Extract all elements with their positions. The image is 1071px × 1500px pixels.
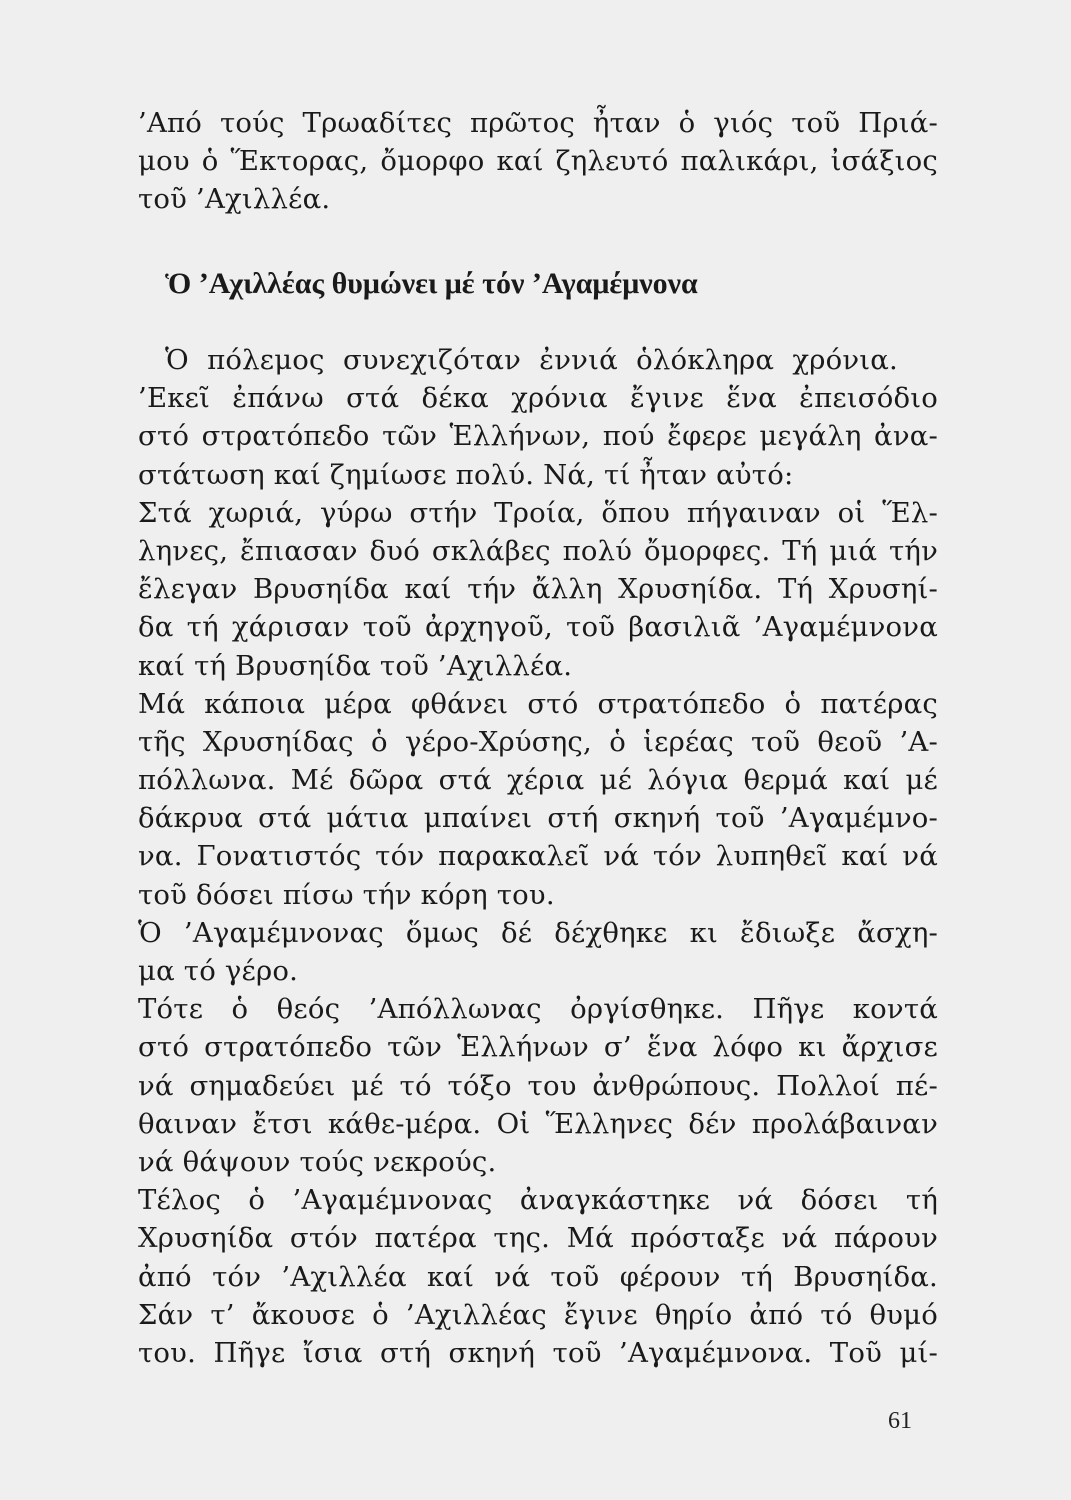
text-line: Ὁ ’Αγαμέμνονας ὅμως δέ δέχθηκε κι ἔδιωξε ἄσχη- xyxy=(138,916,938,949)
text-line: μα τό γέρο. xyxy=(138,955,299,987)
text-line: στό στρατόπεδο τῶν Ἑλλήνων σ’ ἕνα λόφο κι ἄρχισε xyxy=(138,1031,938,1064)
intro-paragraph xyxy=(138,104,938,219)
text-line: ’Εκεῖ ἐπάνω στά δέκα χρόνια ἔγινε ἕνα ἐπεισόδιο xyxy=(138,382,938,415)
text-line: του. Πῆγε ἴσια στή σκηνή τοῦ ’Αγαμέμνονα. Τοῦ μί- xyxy=(138,1336,938,1369)
text-line: ἔλεγαν Βρυσηίδα καί τήν ἄλλη Χρυσηίδα. Τή Χρυσηί- xyxy=(138,573,938,606)
text-line: Ὁ πόλεμος συνεχιζόταν ἐννιά ὁλόκληρα χρόνια. xyxy=(165,344,898,376)
text-line: στό στρατόπεδο τῶν Ἑλλήνων, πού ἔφερε μεγάλη ἀνα- xyxy=(138,420,938,453)
text-line: τῆς Χρυσηίδας ὁ γέρο-Χρύσης, ὁ ἱερέας τοῦ θεοῦ ’Α- xyxy=(138,725,938,758)
text-line: ’Από τούς Τρωαδίτες πρῶτος ἦταν ὁ γιός τοῦ Πριά- xyxy=(138,107,938,139)
text-line: Μά κάποια μέρα φθάνει στό στρατόπεδο ὁ πατέρας xyxy=(138,687,938,720)
text-line: πόλλωνα. Μέ δῶρα στά χέρια μέ λόγια θερμά καί μέ xyxy=(138,764,938,797)
text-line: νά θάψουν τούς νεκρούς. xyxy=(138,1145,497,1178)
text-line: Στά χωριά, γύρω στήν Τροία, ὅπου πήγαιναν οἱ Ἕλ- xyxy=(138,496,938,529)
page-number: 61 xyxy=(888,1408,912,1434)
section-heading: Ὁ ’Αχιλλέας θυμώνει μέ τόν ’Αγαμέμνονα xyxy=(165,267,698,300)
text-line: δα τή χάρισαν τοῦ ἀρχηγοῦ, τοῦ βασιλιᾶ ’Αγαμέμνονα xyxy=(138,611,938,644)
body-text xyxy=(138,341,938,1372)
text-line: τοῦ δόσει πίσω τήν κόρη του. xyxy=(138,878,555,911)
text-line: τοῦ ’Αχιλλέα. xyxy=(138,183,331,216)
text-line: ληνες, ἔπιασαν δυό σκλάβες πολύ ὄμορφες. Τή μιά τήν xyxy=(138,534,938,567)
text-line: καί τή Βρυσηίδα τοῦ ’Αχιλλέα. xyxy=(138,649,573,682)
text-line: Σάν τ’ ἄκουσε ὁ ’Αχιλλέας ἔγινε θηρίο ἀπό τό θυμό xyxy=(138,1298,938,1331)
text-line: θαιναν ἔτσι κάθε-μέρα. Οἱ Ἕλληνες δέν προλάβαιναν xyxy=(138,1107,938,1140)
text-line: νά σημαδεύει μέ τό τόξο του ἀνθρώπους. Πολλοί πέ- xyxy=(138,1069,938,1102)
text-line: στάτωση καί ζημίωσε πολύ. Νά, τί ἦταν αὐτό: xyxy=(138,458,794,491)
text-line: Χρυσηίδα στόν πατέρα της. Μά πρόσταξε νά πάρουν xyxy=(138,1222,938,1255)
text-line: ἀπό τόν ’Αχιλλέα καί νά τοῦ φέρουν τή Βρυσηίδα. xyxy=(138,1260,938,1293)
text-line: να. Γονατιστός τόν παρακαλεῖ νά τόν λυπηθεῖ καί νά xyxy=(138,840,938,873)
text-line: δάκρυα στά μάτια μπαίνει στή σκηνή τοῦ ’Αγαμέμνο- xyxy=(138,802,938,835)
text-line: Τότε ὁ θεός ’Απόλλωνας ὀργίσθηκε. Πῆγε κοντά xyxy=(138,993,938,1026)
text-line: μου ὁ Ἕκτορας, ὄμορφο καί ζηλευτό παλικάρι, ἰσάξιος xyxy=(138,145,938,178)
text-line: Τέλος ὁ ’Αγαμέμνονας ἀναγκάστηκε νά δόσει τή xyxy=(138,1184,938,1217)
